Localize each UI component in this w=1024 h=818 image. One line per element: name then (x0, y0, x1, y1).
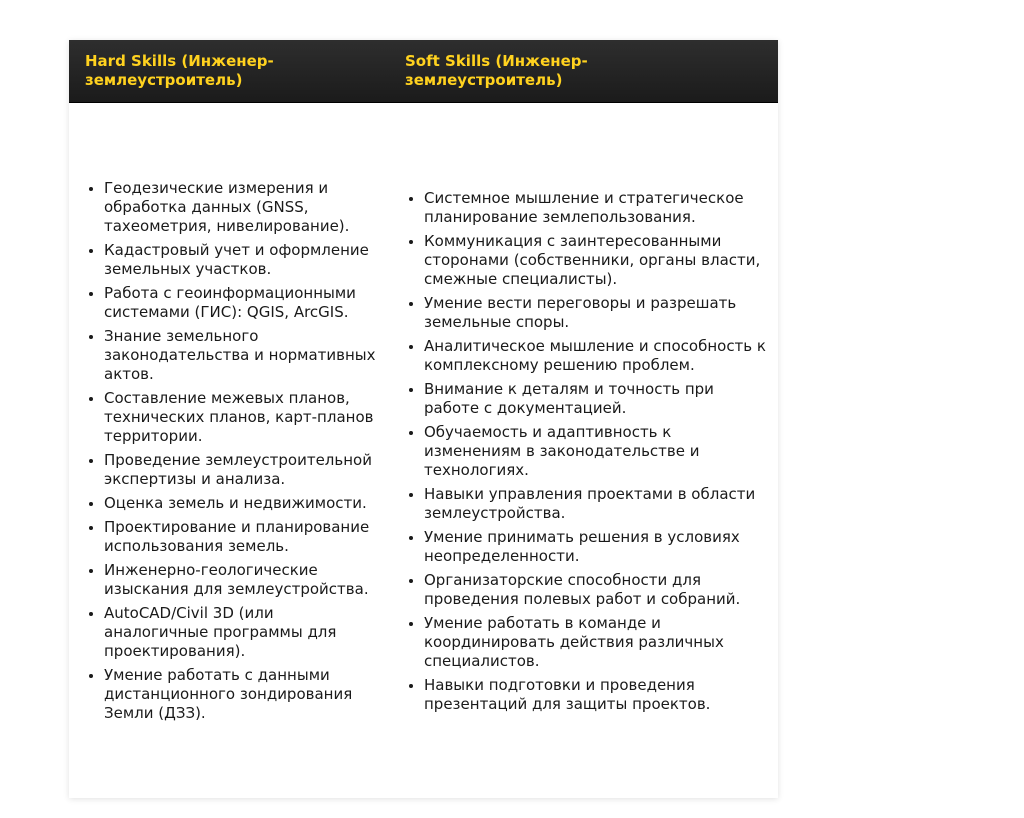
list-item: • Работа с геоинформационными системами (ГИС): QGIS, ArcGIS. (104, 284, 377, 322)
list-item: • AutoCAD/Civil 3D (или аналогичные программы для проектирования). (104, 604, 377, 661)
skills-table (69, 40, 778, 798)
soft-skills-list (405, 189, 766, 714)
list-item: • Умение принимать решения в условиях неопределенности. (424, 528, 766, 566)
list-item: • Умение работать с данными дистанционного зондирования Земли (ДЗЗ). (104, 666, 377, 723)
list-item: • Навыки управления проектами в области землеустройства. (424, 485, 766, 523)
list-item: • Геодезические измерения и обработка данных (GNSS, тахеометрия, нивелирование). (104, 179, 377, 236)
list-item: • Оценка земель и недвижимости. (104, 494, 377, 513)
list-item: • Внимание к деталям и точность при работе с документацией. (424, 380, 766, 418)
list-item: • Организаторские способности для проведения полевых работ и собраний. (424, 571, 766, 609)
table-body-row (69, 103, 778, 799)
list-item: • Навыки подготовки и проведения презентаций для защиты проектов. (424, 676, 766, 714)
list-item: • Проведение землеустроительной экспертизы и анализа. (104, 451, 377, 489)
list-item: • Инженерно-геологические изыскания для землеустройства. (104, 561, 377, 599)
list-item: • Аналитическое мышление и способность к комплексному решению проблем. (424, 337, 766, 375)
list-item: • Составление межевых планов, технических планов, карт-планов территории. (104, 389, 377, 446)
table-header-row (69, 40, 778, 103)
hard-skills-cell (69, 179, 389, 723)
list-item: • Кадастровый учет и оформление земельных участков. (104, 241, 377, 279)
soft-skills-header: Soft Skills (Инженер-землеустроитель) (405, 52, 588, 89)
list-item: • Обучаемость и адаптивность к изменениям в законодательстве и технологиях. (424, 423, 766, 480)
list-item: • Умение вести переговоры и разрешать земельные споры. (424, 294, 766, 332)
soft-skills-cell (389, 189, 778, 714)
list-item: • Умение работать в команде и координировать действия различных специалистов. (424, 614, 766, 671)
hard-skills-list (85, 179, 377, 723)
list-item: • Проектирование и планирование использования земель. (104, 518, 377, 556)
list-item: • Знание земельного законодательства и нормативных актов. (104, 327, 377, 384)
hard-skills-header: Hard Skills (Инженер-землеустроитель) (85, 52, 274, 89)
list-item: • Системное мышление и стратегическое планирование землепользования. (424, 189, 766, 227)
list-item: • Коммуникация с заинтересованными сторонами (собственники, органы власти, смежные специалисты). (424, 232, 766, 289)
